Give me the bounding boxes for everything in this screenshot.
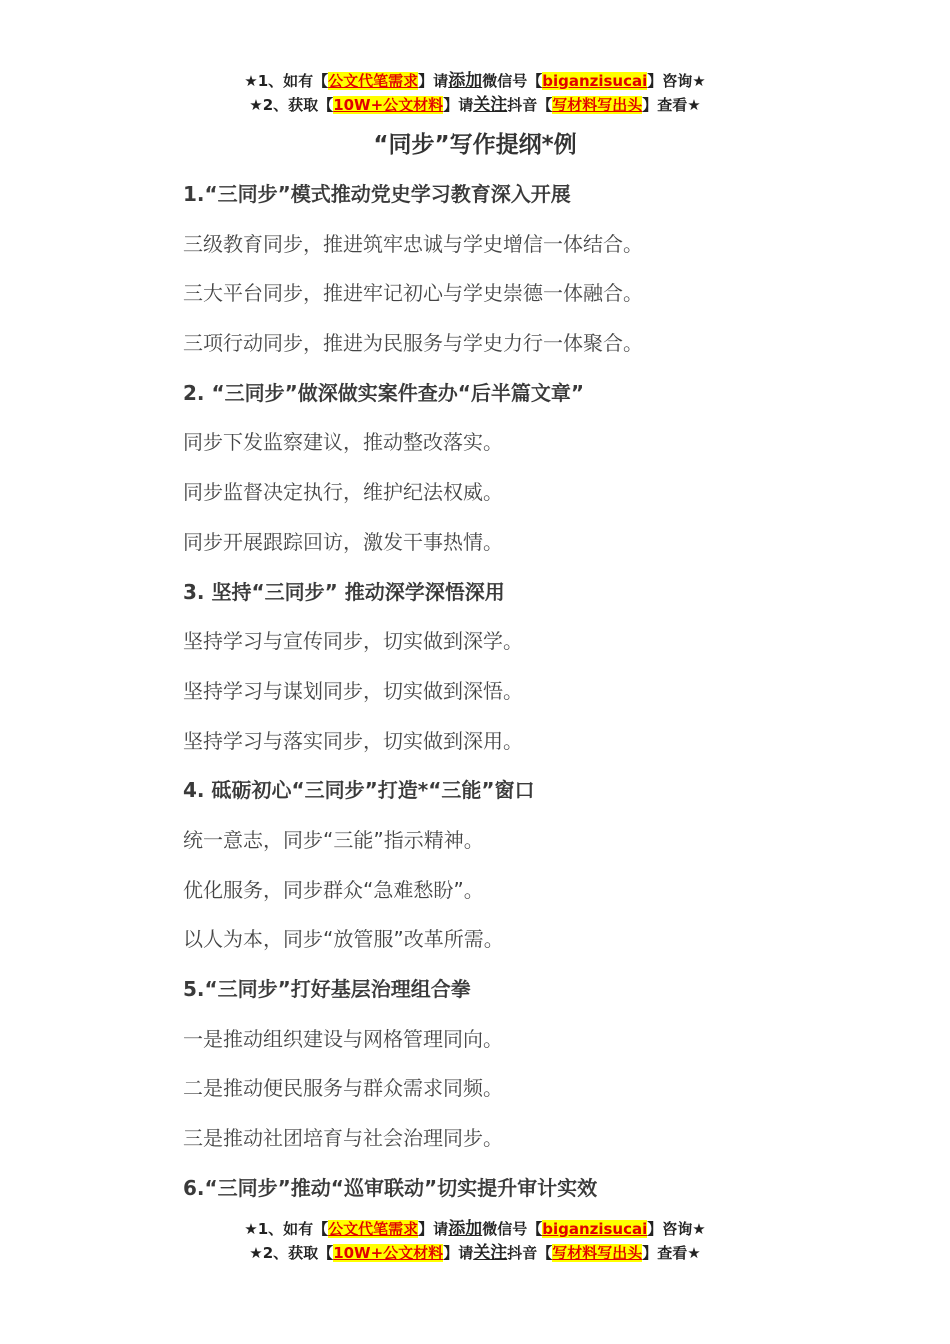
section-heading: 3. 坚持“三同步” 推动深学深悟深用 — [183, 579, 505, 604]
banner-text: 】请 — [418, 72, 449, 90]
document-body — [183, 175, 903, 1218]
banner-text: 微信号【 — [482, 1220, 543, 1238]
section-item: 三大平台同步，推进牢记初心与学史崇德一体融合。 — [183, 281, 643, 306]
banner-text: 】请 — [418, 1220, 449, 1238]
banner-text: 】咨询★ — [647, 72, 706, 90]
banner-text: 抖音【 — [507, 96, 553, 114]
section-heading: 1.“三同步”模式推动党史学习教育深入开展 — [183, 182, 571, 206]
banner-highlight: biganzisucai — [542, 72, 648, 90]
section-item: 二是推动便民服务与群众需求同频。 — [183, 1076, 503, 1101]
section-item: 坚持学习与落实同步，切实做到深用。 — [183, 728, 523, 753]
banner-highlight: 写材料写出头 — [552, 1244, 643, 1262]
top-banner — [0, 69, 950, 117]
banner-line-2 — [0, 1241, 950, 1265]
banner-text: 】查看★ — [642, 1244, 701, 1262]
section-heading: 5.“三同步”打好基层治理组合拳 — [183, 977, 471, 1001]
banner-text: 微信号【 — [482, 72, 543, 90]
banner-underline: 关注 — [473, 95, 508, 115]
banner-underline: 关注 — [473, 1243, 508, 1263]
section-item: 同步监督决定执行，维护纪法权威。 — [183, 480, 503, 505]
section-item: 优化服务，同步群众“急难愁盼”。 — [183, 877, 484, 902]
section-item: 坚持学习与宣传同步，切实做到深学。 — [183, 629, 523, 654]
document-title: “同步”写作提纲*例 — [373, 132, 577, 158]
banner-line-2 — [0, 93, 950, 117]
section-heading: 2. “三同步”做深做实案件查办“后半篇文章” — [183, 380, 585, 405]
banner-text: 】请 — [443, 96, 474, 114]
section-item: 坚持学习与谋划同步，切实做到深悟。 — [183, 678, 523, 703]
banner-text: ★1、如有【 — [244, 72, 329, 90]
banner-line-1 — [0, 69, 950, 93]
banner-text: 抖音【 — [507, 1244, 553, 1262]
banner-text: 】请 — [443, 1244, 474, 1262]
banner-text: 】查看★ — [642, 96, 701, 114]
section-item: 三级教育同步，推进筑牢忠诚与学史增信一体结合。 — [183, 231, 643, 256]
banner-text: 】咨询★ — [647, 1220, 706, 1238]
banner-highlight: 写材料写出头 — [552, 96, 643, 114]
banner-text: ★2、获取【 — [249, 96, 334, 114]
section-item: 同步下发监察建议，推动整改落实。 — [183, 430, 503, 455]
section-heading: 4. 砥砺初心“三同步”打造*“三能”窗口 — [183, 778, 535, 803]
banner-highlight: 公文代笔需求 — [328, 1220, 419, 1238]
banner-text: ★1、如有【 — [244, 1220, 329, 1238]
section-item: 三是推动社团培育与社会治理同步。 — [183, 1126, 503, 1151]
banner-underline: 添加 — [448, 1219, 483, 1239]
banner-highlight: biganzisucai — [542, 1220, 648, 1238]
section-item: 同步开展跟踪回访，激发干事热情。 — [183, 529, 503, 554]
bottom-banner — [0, 1217, 950, 1265]
banner-highlight: 10W+公文材料 — [333, 96, 444, 114]
section-item: 以人为本，同步“放管服”改革所需。 — [183, 927, 504, 952]
banner-text: ★2、获取【 — [249, 1244, 334, 1262]
banner-highlight: 公文代笔需求 — [328, 72, 419, 90]
banner-highlight: 10W+公文材料 — [333, 1244, 444, 1262]
banner-line-1 — [0, 1217, 950, 1241]
banner-underline: 添加 — [448, 71, 483, 91]
section-item: 一是推动组织建设与网格管理同向。 — [183, 1026, 503, 1051]
section-heading: 6.“三同步”推动“巡审联动”切实提升审计实效 — [183, 1175, 598, 1200]
section-item: 统一意志，同步“三能”指示精神。 — [183, 827, 484, 852]
section-item: 三项行动同步，推进为民服务与学史力行一体聚合。 — [183, 331, 643, 356]
